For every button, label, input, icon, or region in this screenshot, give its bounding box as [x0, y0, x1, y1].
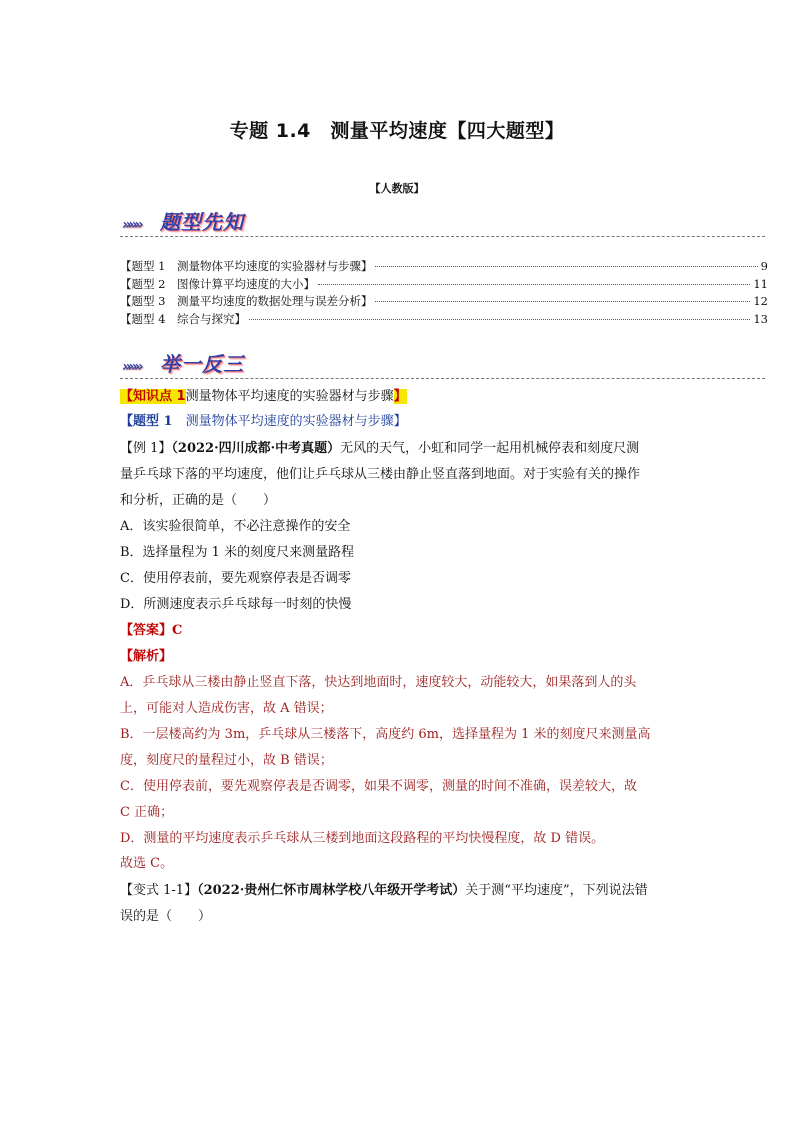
analysis-line: 上，可能对人造成伤害，故 A 错误； [120, 701, 333, 716]
analysis-line: 度，刻度尺的量程过小，故 B 错误； [120, 753, 333, 768]
toc-leader [375, 301, 750, 302]
toc-leader [318, 284, 750, 285]
example-question [120, 436, 680, 618]
knowledge-point-tag: 【知识点 1 [120, 389, 186, 404]
option-b: B．选择量程为 1 米的刻度尺来测量路程 [120, 545, 355, 560]
main-content [120, 387, 680, 930]
knowledge-point-heading [120, 387, 680, 407]
toc-entry[interactable] [120, 258, 768, 276]
banner-title: 举一反三 [160, 352, 244, 376]
option-c: C．使用停表前，要先观察停表是否调零 [120, 571, 351, 586]
answer-value: C [172, 623, 183, 638]
table-of-contents [120, 258, 768, 328]
banner-title: 题型先知 [160, 210, 244, 234]
section-banner-practice [120, 348, 765, 379]
toc-entry-page: 9 [760, 259, 768, 273]
example-source: （2022·四川成都·中考真题） [171, 441, 341, 456]
variant-line: 关于测“平均速度”，下列说法错 [465, 883, 648, 898]
analysis-line: C．使用停表前，要先观察停表是否调零，如果不调零，测量的时间不准确，误差较大，故 [120, 779, 637, 794]
toc-entry-page: 12 [753, 294, 768, 308]
toc-entry[interactable] [120, 311, 768, 329]
toc-entry-label: 【题型 4 综合与探究】 [120, 311, 246, 326]
toc-leader [375, 266, 757, 267]
answer-line: 【答案】C [120, 623, 183, 638]
option-d: D．所测速度表示乒乓球每一时刻的快慢 [120, 597, 352, 612]
edition-label: 【人教版】 [369, 182, 425, 195]
example-line: 量乒乓球下落的平均速度，他们让乒乓球从三楼由静止竖直落到地面。对于实验有关的操作 [120, 467, 641, 482]
option-a: A．该实验很简单，不必注意操作的安全 [120, 519, 351, 534]
toc-entry[interactable] [120, 276, 768, 294]
analysis-line: A．乒乓球从三楼由静止竖直下落，快达到地面时，速度较大，动能较大，如果落到人的头 [120, 675, 637, 690]
toc-entry-page: 11 [753, 276, 768, 291]
analysis-line: C 正确； [120, 805, 174, 820]
toc-entry[interactable] [120, 293, 768, 311]
toc-entry-label: 【题型 1 测量物体平均速度的实验器材与步骤】 [120, 259, 373, 273]
example-prefix: 【例 1】 [120, 441, 172, 456]
variant-prefix: 【变式 1-1】 [120, 883, 198, 898]
toc-entry-label: 【题型 2 图像计算平均速度的大小】 [120, 276, 315, 291]
knowledge-point-text: 测量物体平均速度的实验器材与步骤 [185, 389, 394, 404]
analysis-line: D．测量的平均速度表示乒乓球从三楼到地面这段路程的平均快慢程度，故 D 错误。 [120, 831, 605, 846]
banner-arrows-icon: »»» [122, 217, 141, 233]
analysis-label: 【解析】 [120, 649, 173, 664]
variant-question [120, 878, 680, 930]
question-type-heading: 【题型 1 测量物体平均速度的实验器材与步骤】 [120, 414, 407, 429]
analysis-body [120, 670, 680, 852]
toc-entry-label: 【题型 3 测量平均速度的数据处理与误差分析】 [120, 294, 373, 308]
analysis-line: B．一层楼高约为 3m，乒乓球从三楼落下，高度约 6m，选择量程为 1 米的刻度尺来测量高 [120, 727, 651, 742]
example-line: 和分析，正确的是（ ） [120, 493, 277, 508]
document-title: 专题 1.4 测量平均速度【四大题型】 [229, 120, 565, 142]
section-banner-preview [120, 206, 765, 237]
knowledge-point-close: 】 [393, 389, 407, 404]
example-line: 无风的天气，小虹和同学一起用机械停表和刻度尺测 [340, 441, 640, 456]
toc-leader [249, 319, 750, 320]
toc-entry-page: 13 [753, 311, 768, 326]
variant-line: 误的是（ ） [120, 909, 212, 924]
banner-arrows-icon: »»» [122, 359, 141, 375]
variant-source: （2022·贵州仁怀市周林学校八年级开学考试） [197, 883, 466, 898]
analysis-conclusion: 故选 C。 [120, 856, 174, 871]
